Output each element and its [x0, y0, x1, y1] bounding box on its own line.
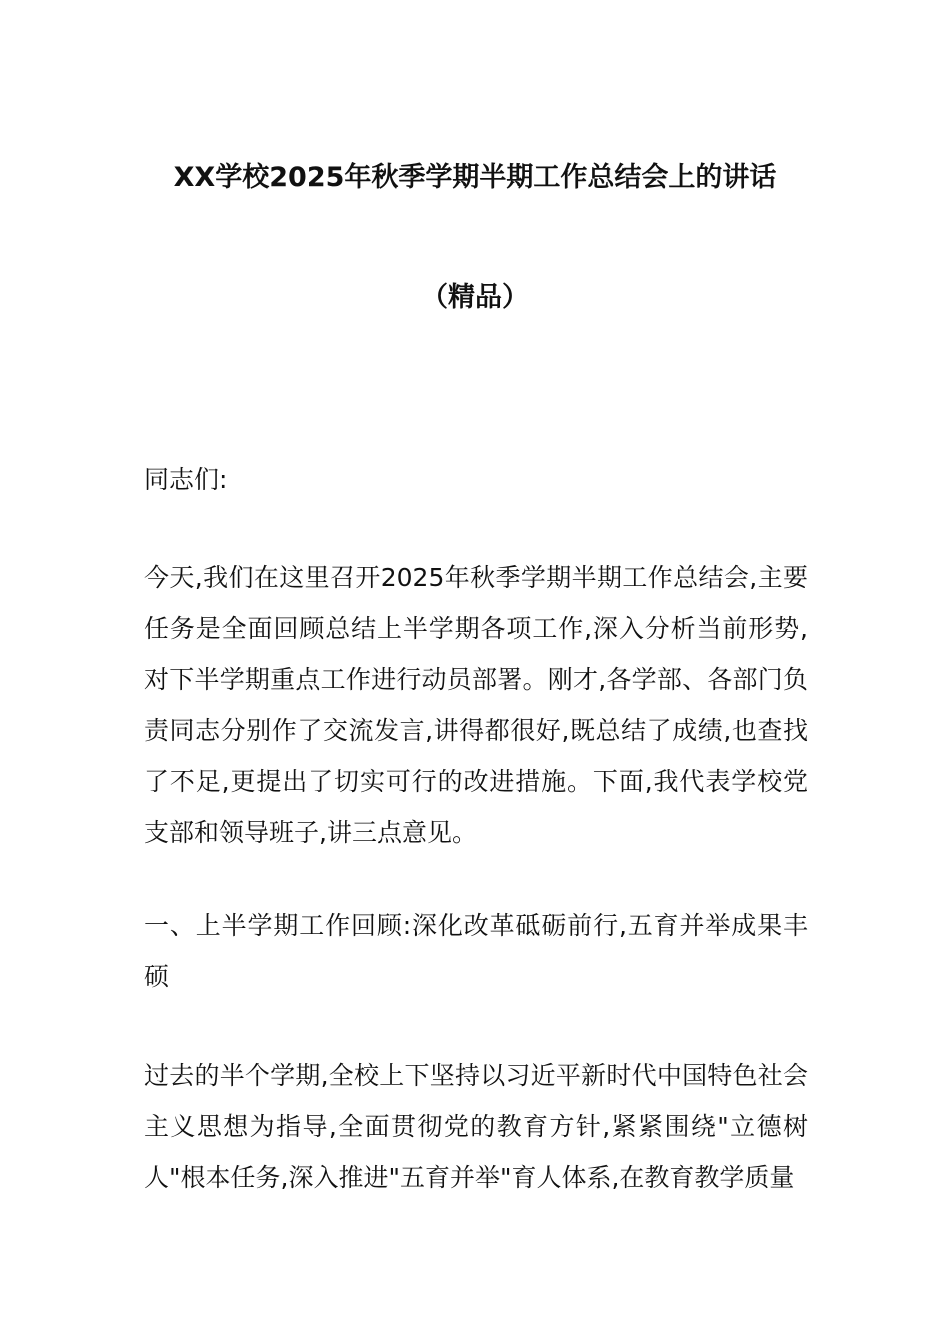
document-subtitle: （精品） — [421, 282, 529, 313]
section-heading: 一、上半学期工作回顾:深化改革砥砺前行,五育并举成果丰硕 — [144, 911, 808, 991]
document-title: XX学校2025年秋季学期半期工作总结会上的讲话 — [173, 162, 777, 193]
opening-paragraph: 今天,我们在这里召开2025年秋季学期半期工作总结会,主要任务是全面回顾总结上半学期各项工作,深入分析当前形势,对下半学期重点工作进行动员部署。刚才,各学部、各部门负责同志分别作了交流发言,讲得都很好,既总结了成绩,也查找了不足,更提出了切实可行的改进措施。下面,我代表学校党支部和领导班子,讲三点意见。 — [144, 563, 808, 847]
section-paragraph: 过去的半个学期,全校上下坚持以习近平新时代中国特色社会主义思想为指导,全面贯彻党的教育方针,紧紧围绕"立德树人"根本任务,深入推进"五育并举"育人体系,在教育教学质量 — [144, 1061, 808, 1192]
salutation: 同志们: — [144, 465, 228, 494]
